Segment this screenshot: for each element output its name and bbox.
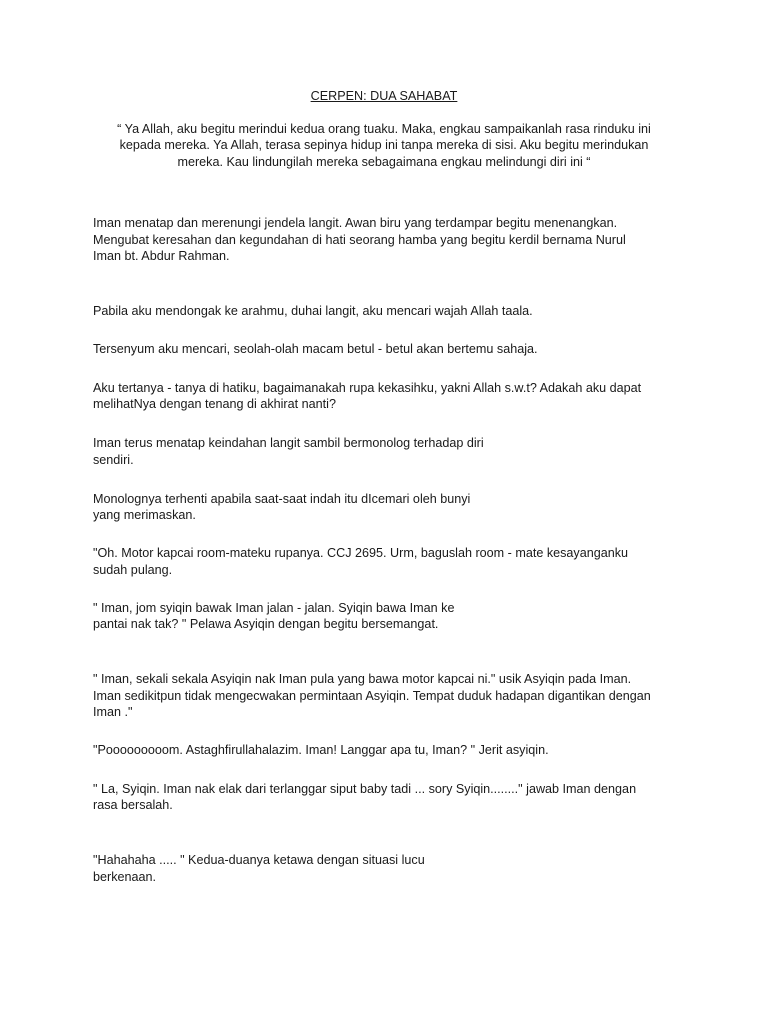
doa-line: “ Ya Allah, aku begitu merindui kedua orang tuaku. Maka, engkau sampaikanlah rasa rinduku ini	[117, 122, 651, 136]
paragraph-line: Iman menatap dan merenungi jendela langit. Awan biru yang terdampar begitu menenangkan.	[93, 216, 618, 230]
paragraph-line: " Iman, sekali sekala Asyiqin nak Iman pula yang bawa motor kapcai ni." usik Asyiqin pada Iman.	[93, 672, 632, 686]
doa-line: mereka. Kau lindungilah mereka sebagaimana engkau melindungi diri ini “	[177, 155, 591, 169]
paragraph-line: pantai nak tak? " Pelawa Asyiqin dengan begitu bersemangat.	[93, 617, 439, 631]
paragraph-line: "Pooooooooom. Astaghfirullahalazim. Iman! Langgar apa tu, Iman? " Jerit asyiqin.	[93, 743, 549, 757]
paragraph-line: berkenaan.	[93, 870, 157, 884]
paragraph-line: "Oh. Motor kapcai room-mateku rupanya. CCJ 2695. Urm, baguslah room - mate kesayanganku	[93, 546, 629, 560]
paragraph-line: " Iman, jom syiqin bawak Iman jalan - jalan. Syiqin bawa Iman ke	[93, 601, 455, 615]
paragraph-line: Mengubat keresahan dan kegundahan di hati seorang hamba yang begitu kerdil bernama Nurul	[93, 233, 626, 247]
paragraph-line: melihatNya dengan tenang di akhirat nanti?	[93, 397, 336, 411]
paragraph-line: Monolognya terhenti apabila saat-saat indah itu dIcemari oleh bunyi	[93, 492, 471, 506]
paragraph-line: Pabila aku mendongak ke arahmu, duhai langit, aku mencari wajah Allah taala.	[93, 304, 533, 318]
paragraph-line: Iman terus menatap keindahan langit sambil bermonolog terhadap diri	[93, 436, 484, 450]
paragraph-line: Iman sedikitpun tidak mengecwakan permintaan Asyiqin. Tempat duduk hadapan digantikan dengan	[93, 689, 651, 703]
paragraph-line: rasa bersalah.	[93, 798, 173, 812]
paragraph-line: "Hahahaha ..... " Kedua-duanya ketawa dengan situasi lucu	[93, 853, 425, 867]
story-title: CERPEN: DUA SAHABAT	[310, 89, 458, 103]
paragraph-line: Aku tertanya - tanya di hatiku, bagaimanakah rupa kekasihku, yakni Allah s.w.t? Adakah aku dapat	[93, 381, 642, 395]
paragraph-line: Iman ."	[93, 705, 133, 719]
paragraph-line: " La, Syiqin. Iman nak elak dari terlanggar siput baby tadi ... sory Syiqin........" jawab Iman dengan	[93, 782, 637, 796]
paragraph-line: yang merimaskan.	[93, 508, 196, 522]
paragraph-line: Iman bt. Abdur Rahman.	[93, 249, 230, 263]
paragraph-line: sudah pulang.	[93, 563, 173, 577]
paragraph-line: Tersenyum aku mencari, seolah-olah macam betul - betul akan bertemu sahaja.	[93, 342, 538, 356]
doa-line: kepada mereka. Ya Allah, terasa sepinya hidup ini tanpa mereka di sisi. Aku begitu merindukan	[119, 138, 649, 152]
paragraph-line: sendiri.	[93, 453, 134, 467]
